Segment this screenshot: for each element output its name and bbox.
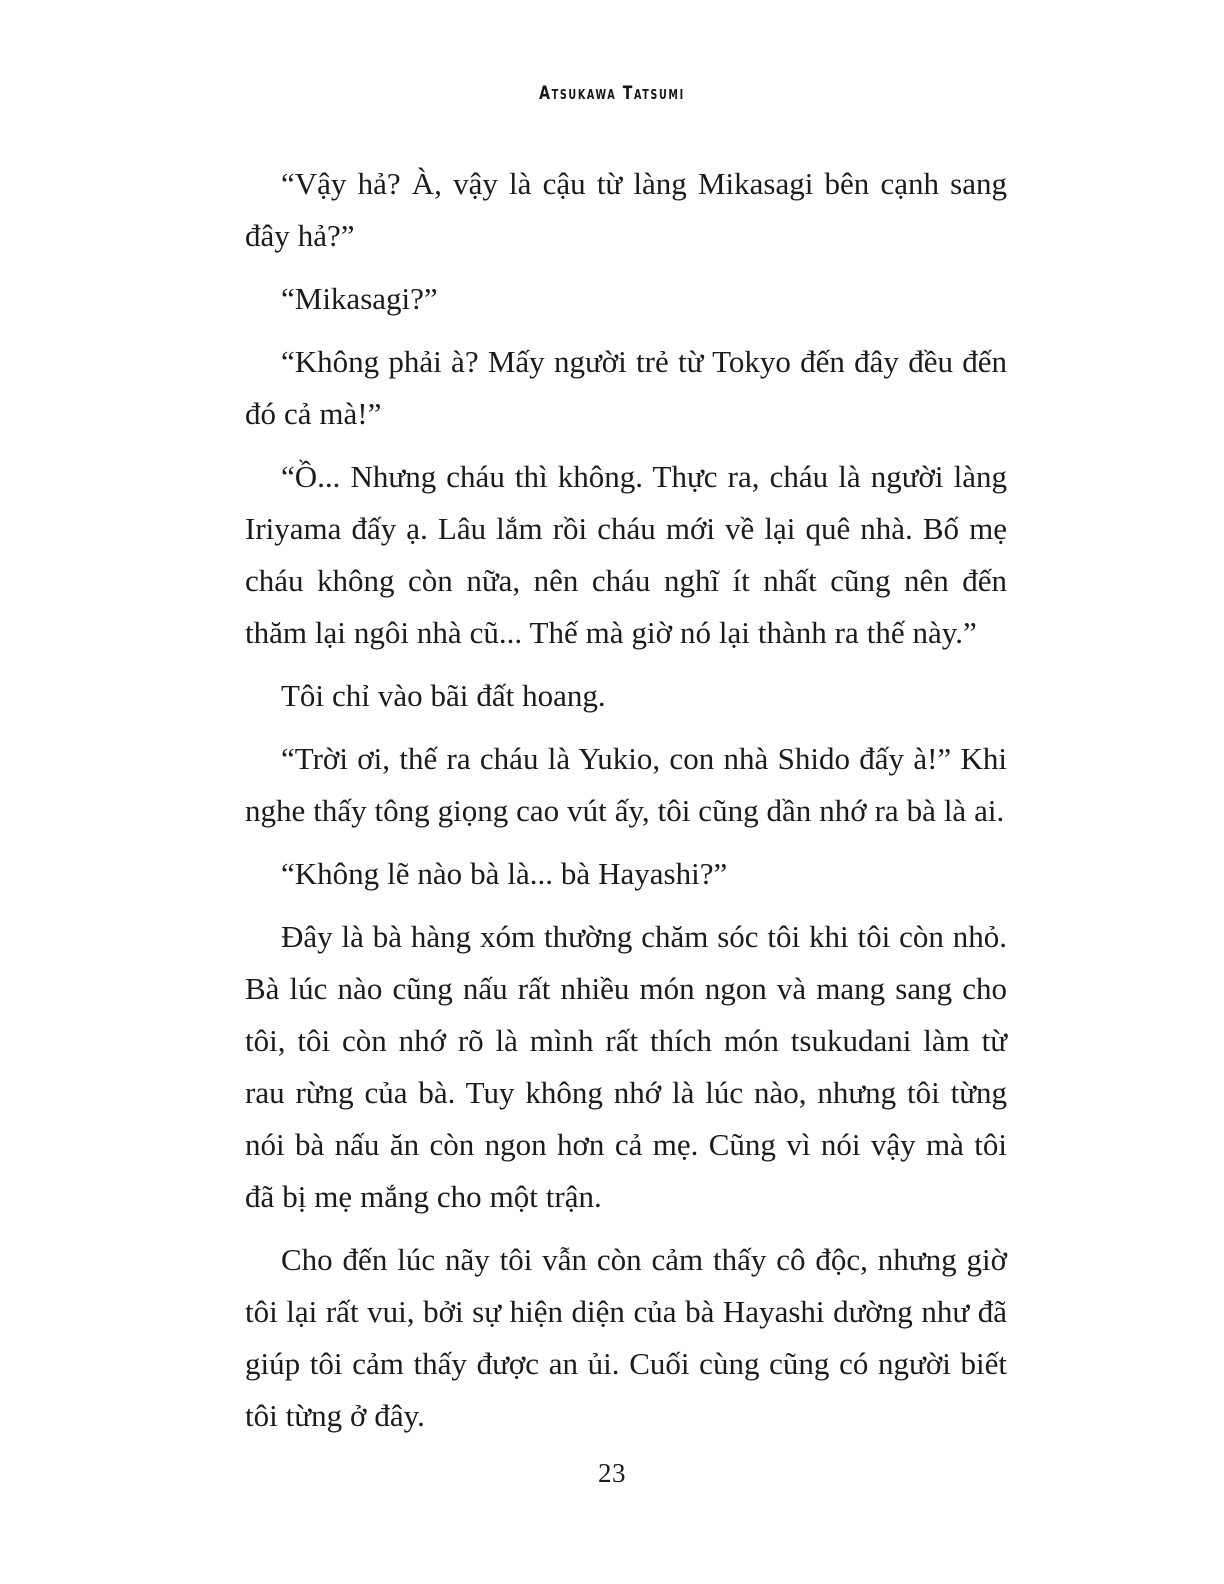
- paragraph: “Không lẽ nào bà là... bà Hayashi?”: [281, 856, 728, 891]
- paragraph: “Không phải à? Mấy người trẻ từ Tokyo đến đây đều đến đó cả mà!”: [245, 344, 1007, 431]
- paragraph: “Ồ... Nhưng cháu thì không. Thực ra, cháu là người làng Iriyama đấy ạ. Lâu lắm rồi cháu mới về lại quê nhà. Bố mẹ cháu không còn nữa, nên cháu nghĩ ít nhất cũng nên đến thăm lại ngôi nhà cũ... Thế mà giờ nó lại thành ra thế này.”: [245, 459, 1007, 650]
- body-text-column: [245, 158, 1007, 1442]
- page-number: 23: [598, 1458, 626, 1488]
- paragraph: Tôi chỉ vào bãi đất hoang.: [281, 678, 606, 713]
- paragraph: “Trời ơi, thế ra cháu là Yukio, con nhà Shido đấy à!” Khi nghe thấy tông giọng cao vút ấy, tôi cũng dần nhớ ra bà là ai.: [245, 741, 1007, 828]
- paragraph: Đây là bà hàng xóm thường chăm sóc tôi khi tôi còn nhỏ. Bà lúc nào cũng nấu rất nhiều món ngon và mang sang cho tôi, tôi còn nhớ rõ là mình rất thích món tsukudani làm từ rau rừng của bà. Tuy không nhớ là lúc nào, nhưng tôi từng nói bà nấu ăn còn ngon hơn cả mẹ. Cũng vì nói vậy mà tôi đã bị mẹ mắng cho một trận.: [245, 919, 1007, 1214]
- running-head: Atsukawa Tatsumi: [539, 82, 685, 104]
- paragraph: Cho đến lúc nãy tôi vẫn còn cảm thấy cô độc, nhưng giờ tôi lại rất vui, bởi sự hiện diện của bà Hayashi dường như đã giúp tôi cảm thấy được an ủi. Cuối cùng cũng có người biết tôi từng ở đây.: [245, 1242, 1007, 1433]
- paragraph: “Vậy hả? À, vậy là cậu từ làng Mikasagi bên cạnh sang đây hả?”: [245, 166, 1007, 253]
- paragraph: “Mikasagi?”: [281, 281, 438, 316]
